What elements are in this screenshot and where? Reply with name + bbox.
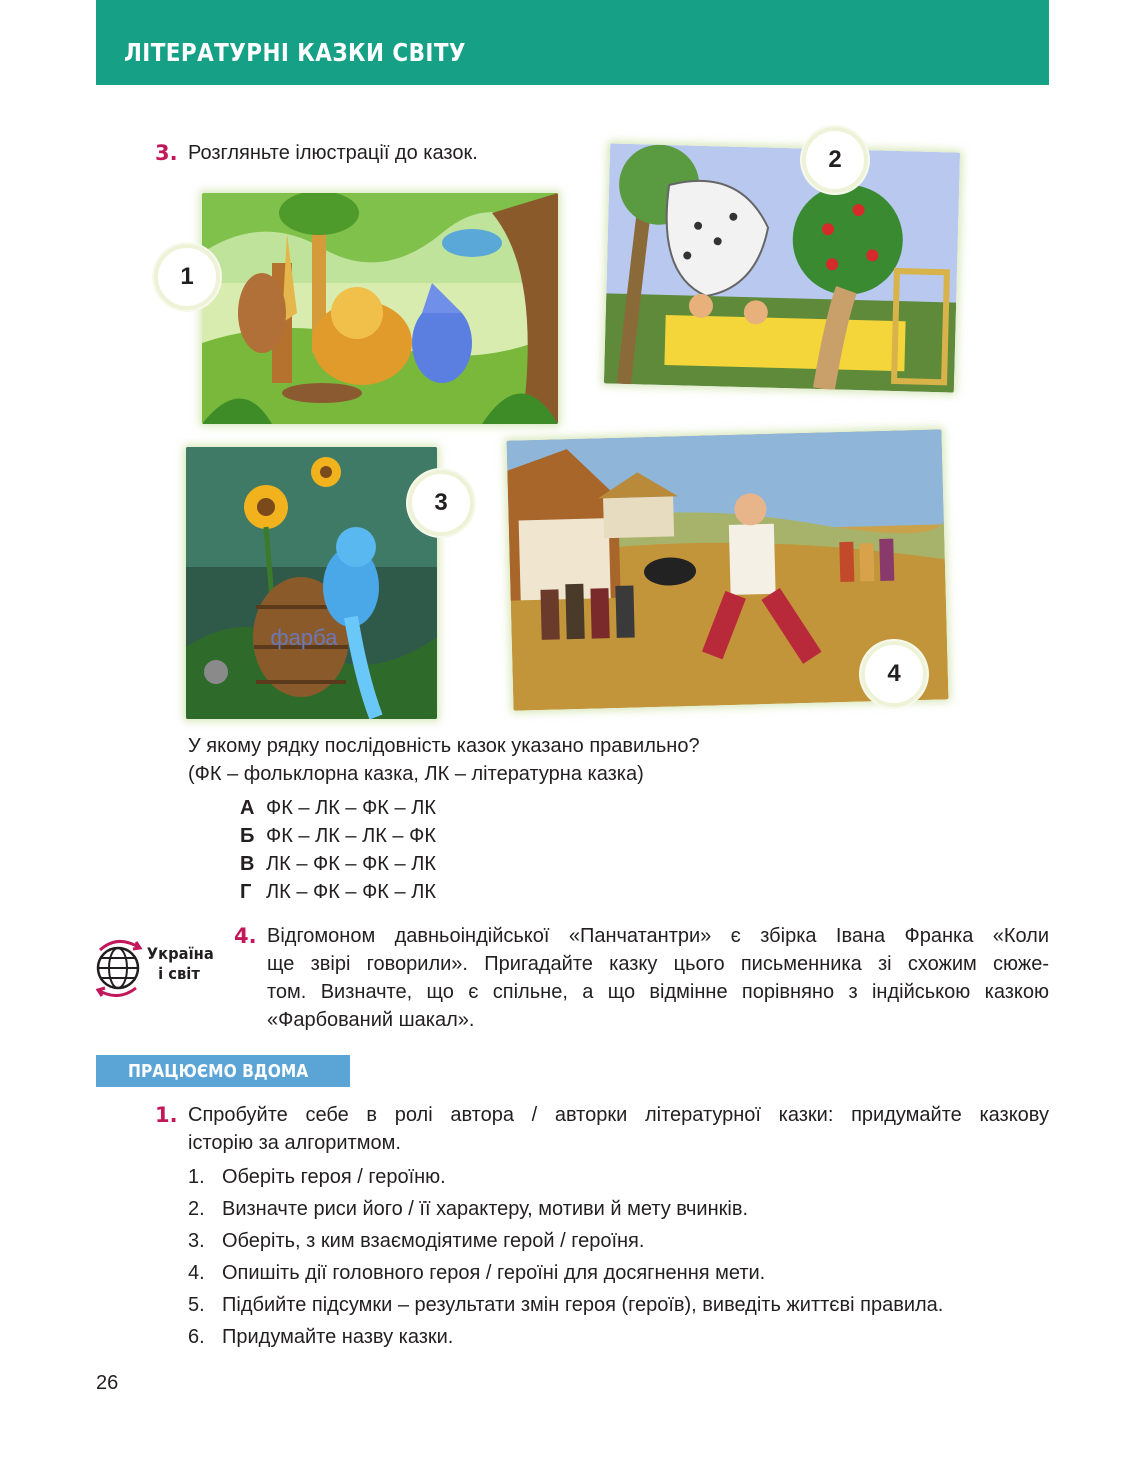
illustration-badge-2: 2 bbox=[802, 127, 868, 193]
option-letter: А bbox=[240, 797, 255, 819]
algorithm-step bbox=[188, 1163, 446, 1191]
step-number: 6. bbox=[188, 1326, 205, 1348]
homework-section-header bbox=[96, 1055, 350, 1087]
page-number: 26 bbox=[96, 1372, 119, 1394]
step-text: Оберіть героя / героїню. bbox=[222, 1166, 446, 1188]
illustration-3 bbox=[186, 447, 437, 719]
step-number: 5. bbox=[188, 1294, 205, 1316]
homework-title: ПРАЦЮЄМО ВДОМА bbox=[128, 1061, 309, 1082]
task-number: 4. bbox=[234, 924, 257, 948]
option-letter: Г bbox=[240, 881, 252, 903]
illustration-badge-3: 3 bbox=[408, 470, 474, 536]
option-text: ФК – ЛК – ЛК – ФК bbox=[266, 825, 436, 847]
chapter-title: ЛІТЕРАТУРНІ КАЗКИ СВІТУ bbox=[124, 38, 466, 67]
step-text: Визначте риси його / її характеру, мотиви й мету вчинків. bbox=[222, 1198, 749, 1220]
step-number: 4. bbox=[188, 1262, 205, 1284]
answer-option bbox=[240, 794, 436, 822]
answer-option bbox=[240, 822, 436, 850]
illustration-1 bbox=[202, 193, 558, 424]
text-line: «Фарбований шакал». bbox=[267, 1009, 475, 1031]
badge-line-2: і світ bbox=[158, 964, 200, 983]
step-text: Опишіть дії головного героя / героїні для досягнення мети. bbox=[222, 1262, 766, 1284]
step-number: 3. bbox=[188, 1230, 205, 1252]
option-text: ЛК – ФК – ФК – ЛК bbox=[266, 853, 436, 875]
question-text: У якому рядку послідовність казок указано правильно? bbox=[188, 735, 700, 757]
text-line: том. Визначте, що є спільне, а що відмінне порівняно з індійською казкою bbox=[267, 981, 1049, 1003]
spotted-horse-garden-illustration bbox=[604, 143, 960, 392]
text-line: ще звірі говорили». Пригадайте казку цього письменника зі схожим сюже- bbox=[267, 953, 1049, 975]
option-text: ЛК – ФК – ФК – ЛК bbox=[266, 881, 436, 903]
task-number: 3. bbox=[155, 141, 178, 165]
option-letter: Б bbox=[240, 825, 255, 847]
text-line: Спробуйте себе в ролі автора / авторки літературної казки: придумайте казкову bbox=[188, 1104, 1049, 1126]
task-4-text bbox=[267, 922, 1049, 1034]
algorithm-step bbox=[188, 1259, 765, 1287]
illustration-badge-4: 4 bbox=[861, 641, 927, 707]
step-number: 2. bbox=[188, 1198, 205, 1220]
question-legend: (ФК – фольклорна казка, ЛК – літературна казка) bbox=[188, 763, 644, 785]
ukraine-and-world-label bbox=[146, 944, 214, 984]
answer-option bbox=[240, 878, 436, 906]
illustration-badge-1: 1 bbox=[154, 244, 220, 310]
illustration-2 bbox=[604, 143, 960, 392]
option-text: ФК – ЛК – ФК – ЛК bbox=[266, 797, 436, 819]
step-text: Придумайте назву казки. bbox=[222, 1326, 454, 1348]
badge-line-1: Україна bbox=[146, 944, 214, 963]
step-text: Оберіть, з ким взаємодіятиме герой / героїня. bbox=[222, 1230, 645, 1252]
chapter-header bbox=[96, 0, 1049, 85]
task-number: 1. bbox=[155, 1103, 178, 1127]
algorithm-step bbox=[188, 1323, 453, 1351]
barrel-label: фарба bbox=[270, 625, 338, 650]
homework-task-text bbox=[188, 1101, 1049, 1157]
step-text: Підбийте підсумки – результати змін героя (героїв), виведіть життєві правила. bbox=[222, 1294, 944, 1316]
text-line: історію за алгоритмом. bbox=[188, 1132, 401, 1154]
blue-jackal-barrel-illustration bbox=[186, 447, 437, 719]
algorithm-step bbox=[188, 1291, 943, 1319]
text-line: Відгомоном давньоіндійської «Панчатантри» є збірка Івана Франка «Коли bbox=[267, 925, 1049, 947]
step-number: 1. bbox=[188, 1166, 205, 1188]
answer-option bbox=[240, 850, 436, 878]
algorithm-step bbox=[188, 1227, 644, 1255]
algorithm-step bbox=[188, 1195, 748, 1223]
option-letter: В bbox=[240, 853, 255, 875]
task-prompt: Розгляньте ілюстрації до казок. bbox=[188, 142, 478, 164]
jungle-animals-illustration bbox=[202, 193, 558, 424]
